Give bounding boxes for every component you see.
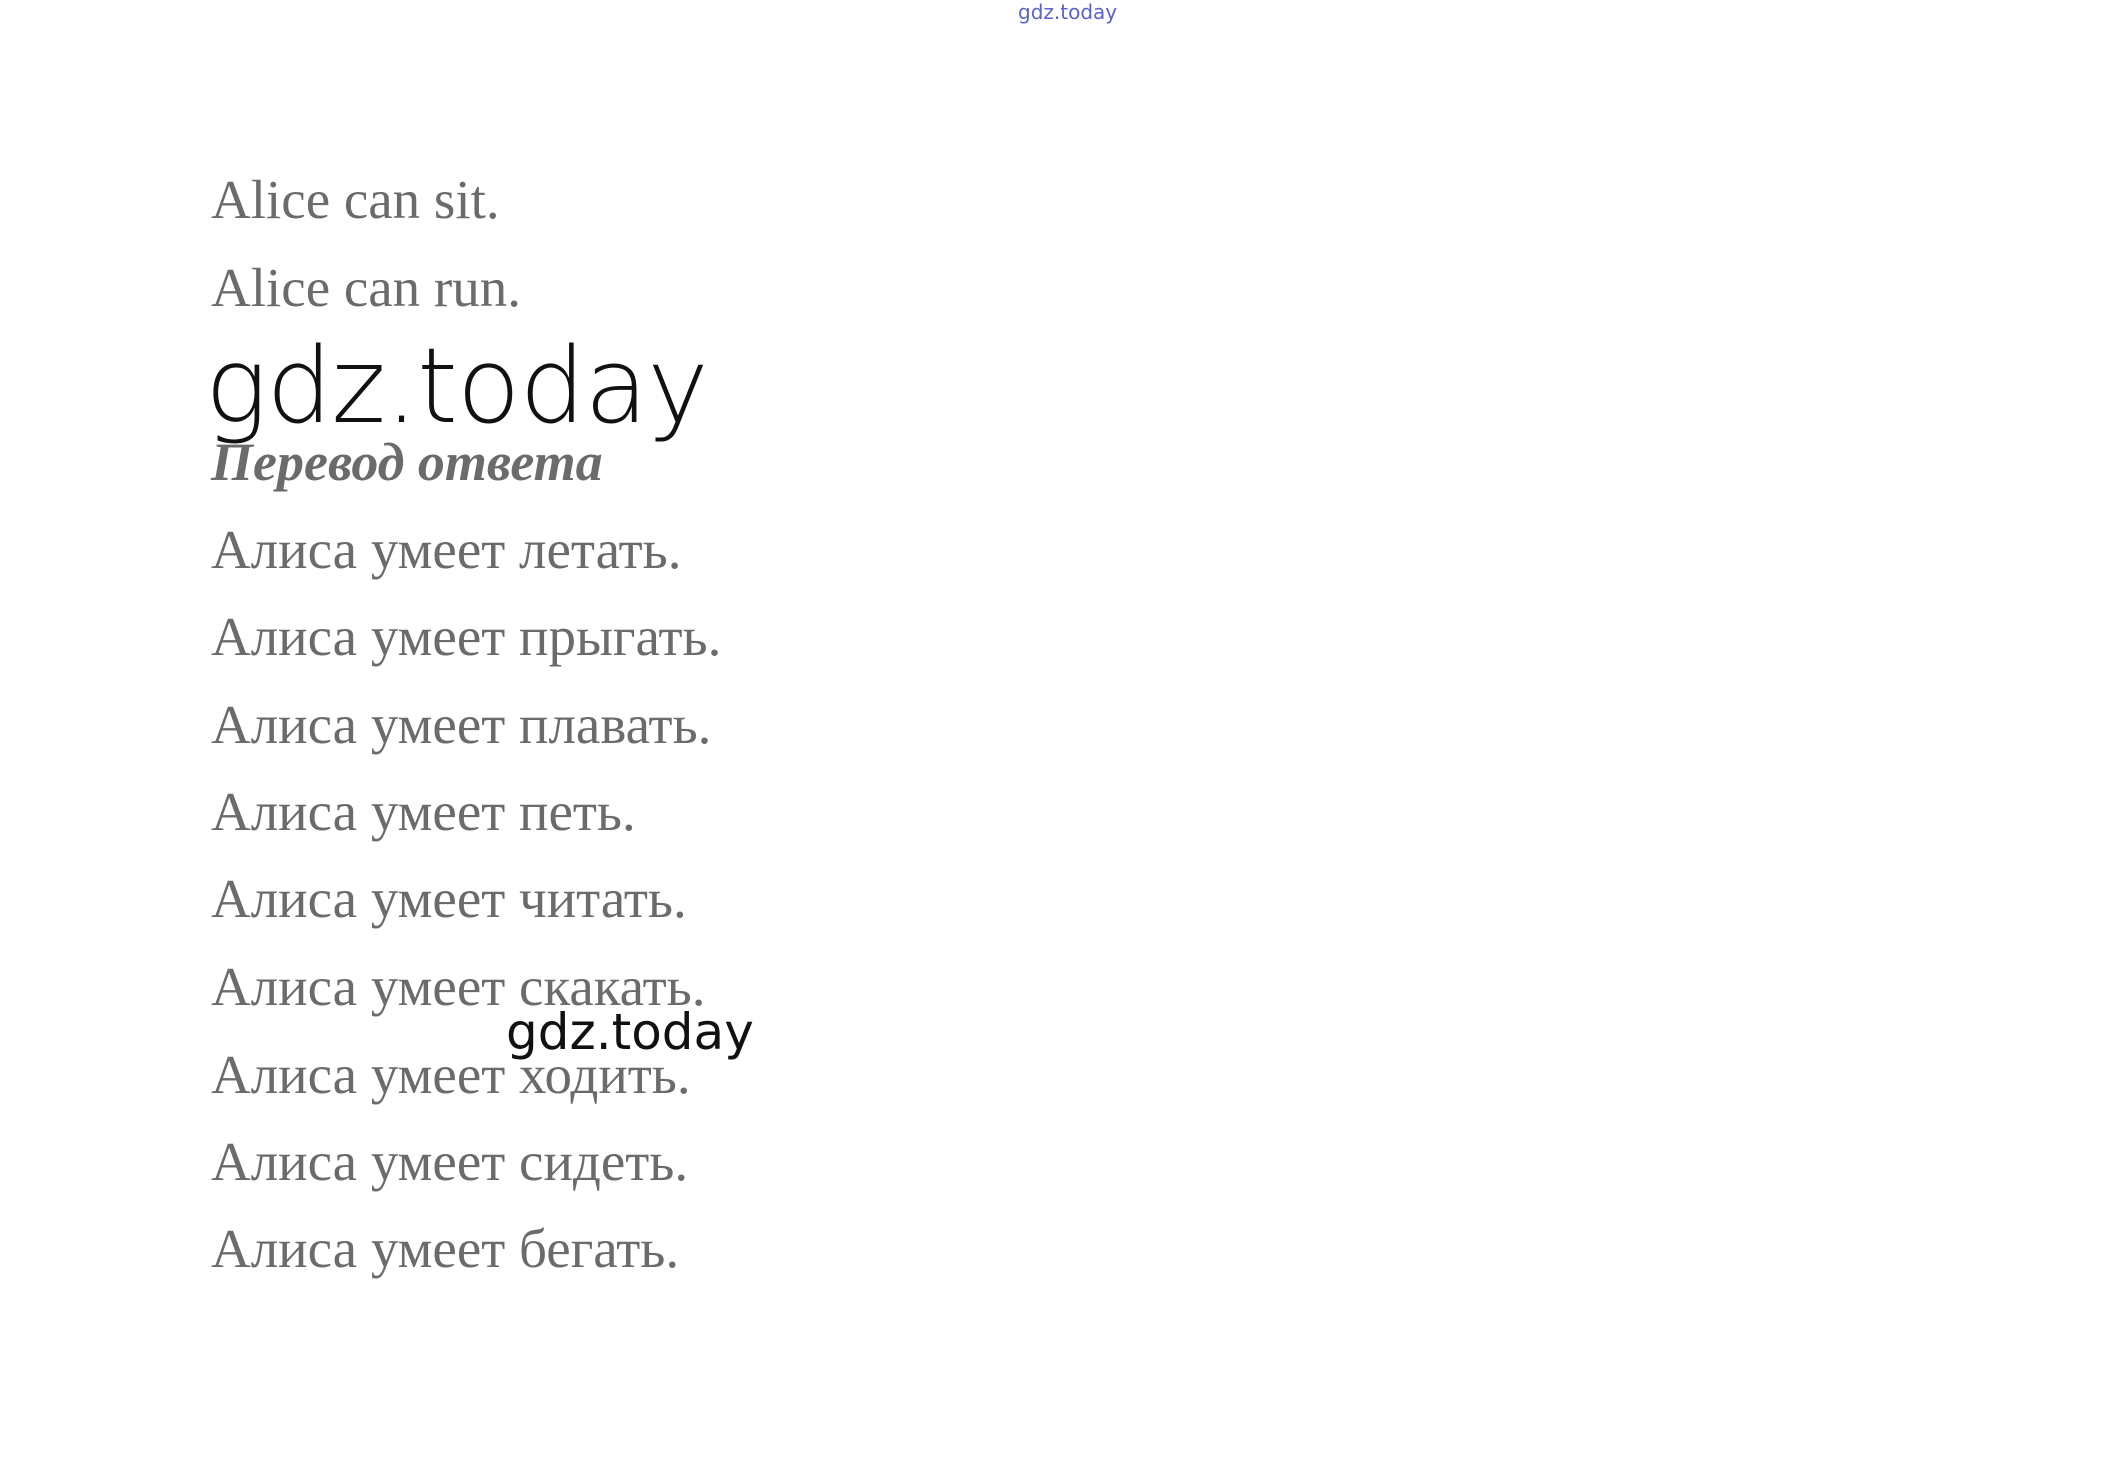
middle-watermark: gdz.today xyxy=(506,1003,754,1061)
translation-line: Алиса умеет сидеть. xyxy=(211,1131,689,1192)
translation-line: Алиса умеет плавать. xyxy=(211,694,712,755)
translation-line: Алиса умеет скакать. xyxy=(211,956,706,1017)
answer-line: Alice can sit. xyxy=(211,169,500,230)
translation-line: Алиса умеет прыгать. xyxy=(211,606,722,667)
translation-line: Алиса умеет петь. xyxy=(211,781,636,842)
translation-heading: Перевод ответа xyxy=(211,432,603,492)
large-watermark: gdz.today xyxy=(205,325,708,447)
answer-line: Alice can run. xyxy=(211,257,521,318)
translation-line: Алиса умеет читать. xyxy=(211,868,687,929)
translation-line: Алиса умеет бегать. xyxy=(211,1218,680,1279)
translation-line: Алиса умеет ходить. xyxy=(211,1044,691,1105)
top-watermark: gdz.today xyxy=(1018,0,1118,24)
translation-line: Алиса умеет летать. xyxy=(211,519,682,580)
